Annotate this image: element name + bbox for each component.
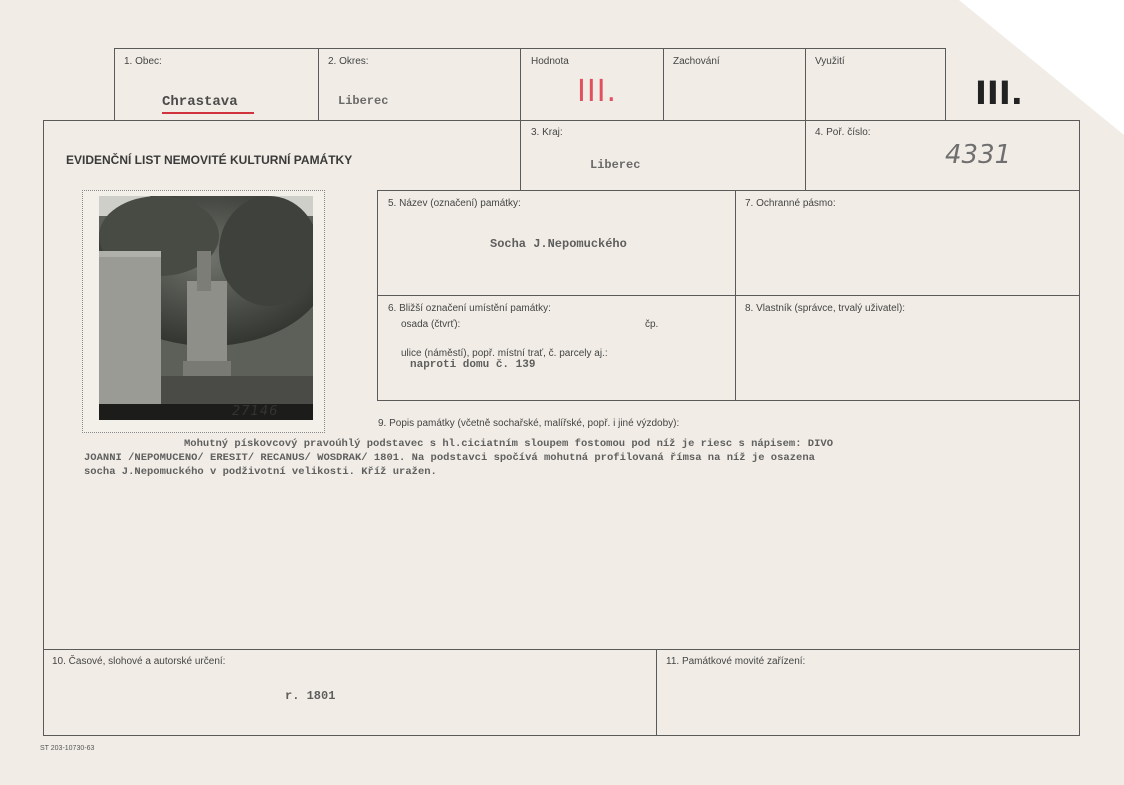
hodnota-red-mark: III. [577, 74, 618, 109]
okres-label: 2. Okres: [328, 56, 369, 67]
photo-number: 27146 [232, 404, 279, 419]
torn-corner [959, 0, 1124, 135]
ulice-label: ulice (náměstí), popř. místní trať, č. parcely aj.: [401, 348, 608, 359]
bottom-section-top [43, 649, 1080, 650]
main-frame-right [1079, 120, 1080, 736]
hodnota-label: Hodnota [531, 56, 569, 67]
vyuziti-label: Využití [815, 56, 845, 67]
cp-label: čp. [645, 319, 659, 330]
popis-line-1: Mohutný pískovcový pravoúhlý podstavec s hl.ciciatním sloupem fostomou pod níž je riesc s nápisem: DIVO [184, 438, 834, 450]
por-cislo-value: 4331 [945, 140, 1012, 170]
top-row-top-border [114, 48, 946, 49]
main-frame-bottom [43, 735, 1080, 736]
bottom-section-divider [656, 649, 657, 735]
divider-obec-okres [318, 48, 319, 120]
kraj-value: Liberec [590, 158, 641, 172]
top-row-right-border [945, 48, 946, 120]
nazev-label: 5. Název (označení) památky: [388, 198, 521, 209]
umisteni-label: 6. Bližší označení umístění památky: [388, 303, 551, 314]
monument-photo [99, 196, 313, 420]
obec-red-underline [162, 112, 254, 114]
popis-line-2: JOANNI /NEPOMUCENO/ ERESIT/ RECANUS/ WOSDRAK/ 1801. Na podstavci spočívá mohutná profilovaná římsa na níž je osazena [84, 452, 815, 464]
top-row-left-border [114, 48, 115, 120]
divider-zachovani-vyuziti [805, 48, 806, 190]
okres-value: Liberec [338, 94, 389, 108]
form-title: EVIDENČNÍ LIST NEMOVITÉ KULTURNÍ PAMÁTKY [66, 153, 353, 167]
casove-value: r. 1801 [285, 689, 336, 703]
kraj-label: 3. Kraj: [531, 127, 563, 138]
popis-label: 9. Popis památky (včetně sochařské, malířské, popř. i jiné výzdoby): [378, 418, 680, 429]
vlastnik-label: 8. Vlastník (správce, trvalý uživatel): [745, 303, 906, 314]
casove-label: 10. Časové, slohové a autorské určení: [52, 656, 226, 667]
zachovani-label: Zachování [673, 56, 720, 67]
grid-bottom-line [377, 400, 1080, 401]
main-frame-top [43, 120, 1080, 121]
divider-hodnota-zachovani [663, 48, 664, 120]
popis-line-3: socha J.Nepomuckého v podživotní velikosti. Kříž uražen. [84, 466, 437, 478]
footer-code: ST 203-10730-63 [40, 745, 95, 752]
value-mark: III. [975, 74, 1023, 112]
osada-label: osada (čtvrť): [401, 319, 461, 330]
header-row-bottom [377, 190, 1080, 191]
umisteni-value: naproti domu č. 139 [410, 359, 536, 371]
por-cislo-label: 4. Poř. číslo: [815, 127, 871, 138]
nazev-value: Socha J.Nepomuckého [490, 237, 627, 251]
main-frame-left [43, 120, 44, 736]
grid-middle-row-line [377, 295, 1080, 296]
movite-label: 11. Památkové movité zařízení: [666, 656, 806, 667]
obec-value: Chrastava [162, 94, 238, 110]
divider-okres-hodnota [520, 48, 521, 190]
ochranne-pasmo-label: 7. Ochranné pásmo: [745, 198, 836, 209]
obec-label: 1. Obec: [124, 56, 162, 67]
